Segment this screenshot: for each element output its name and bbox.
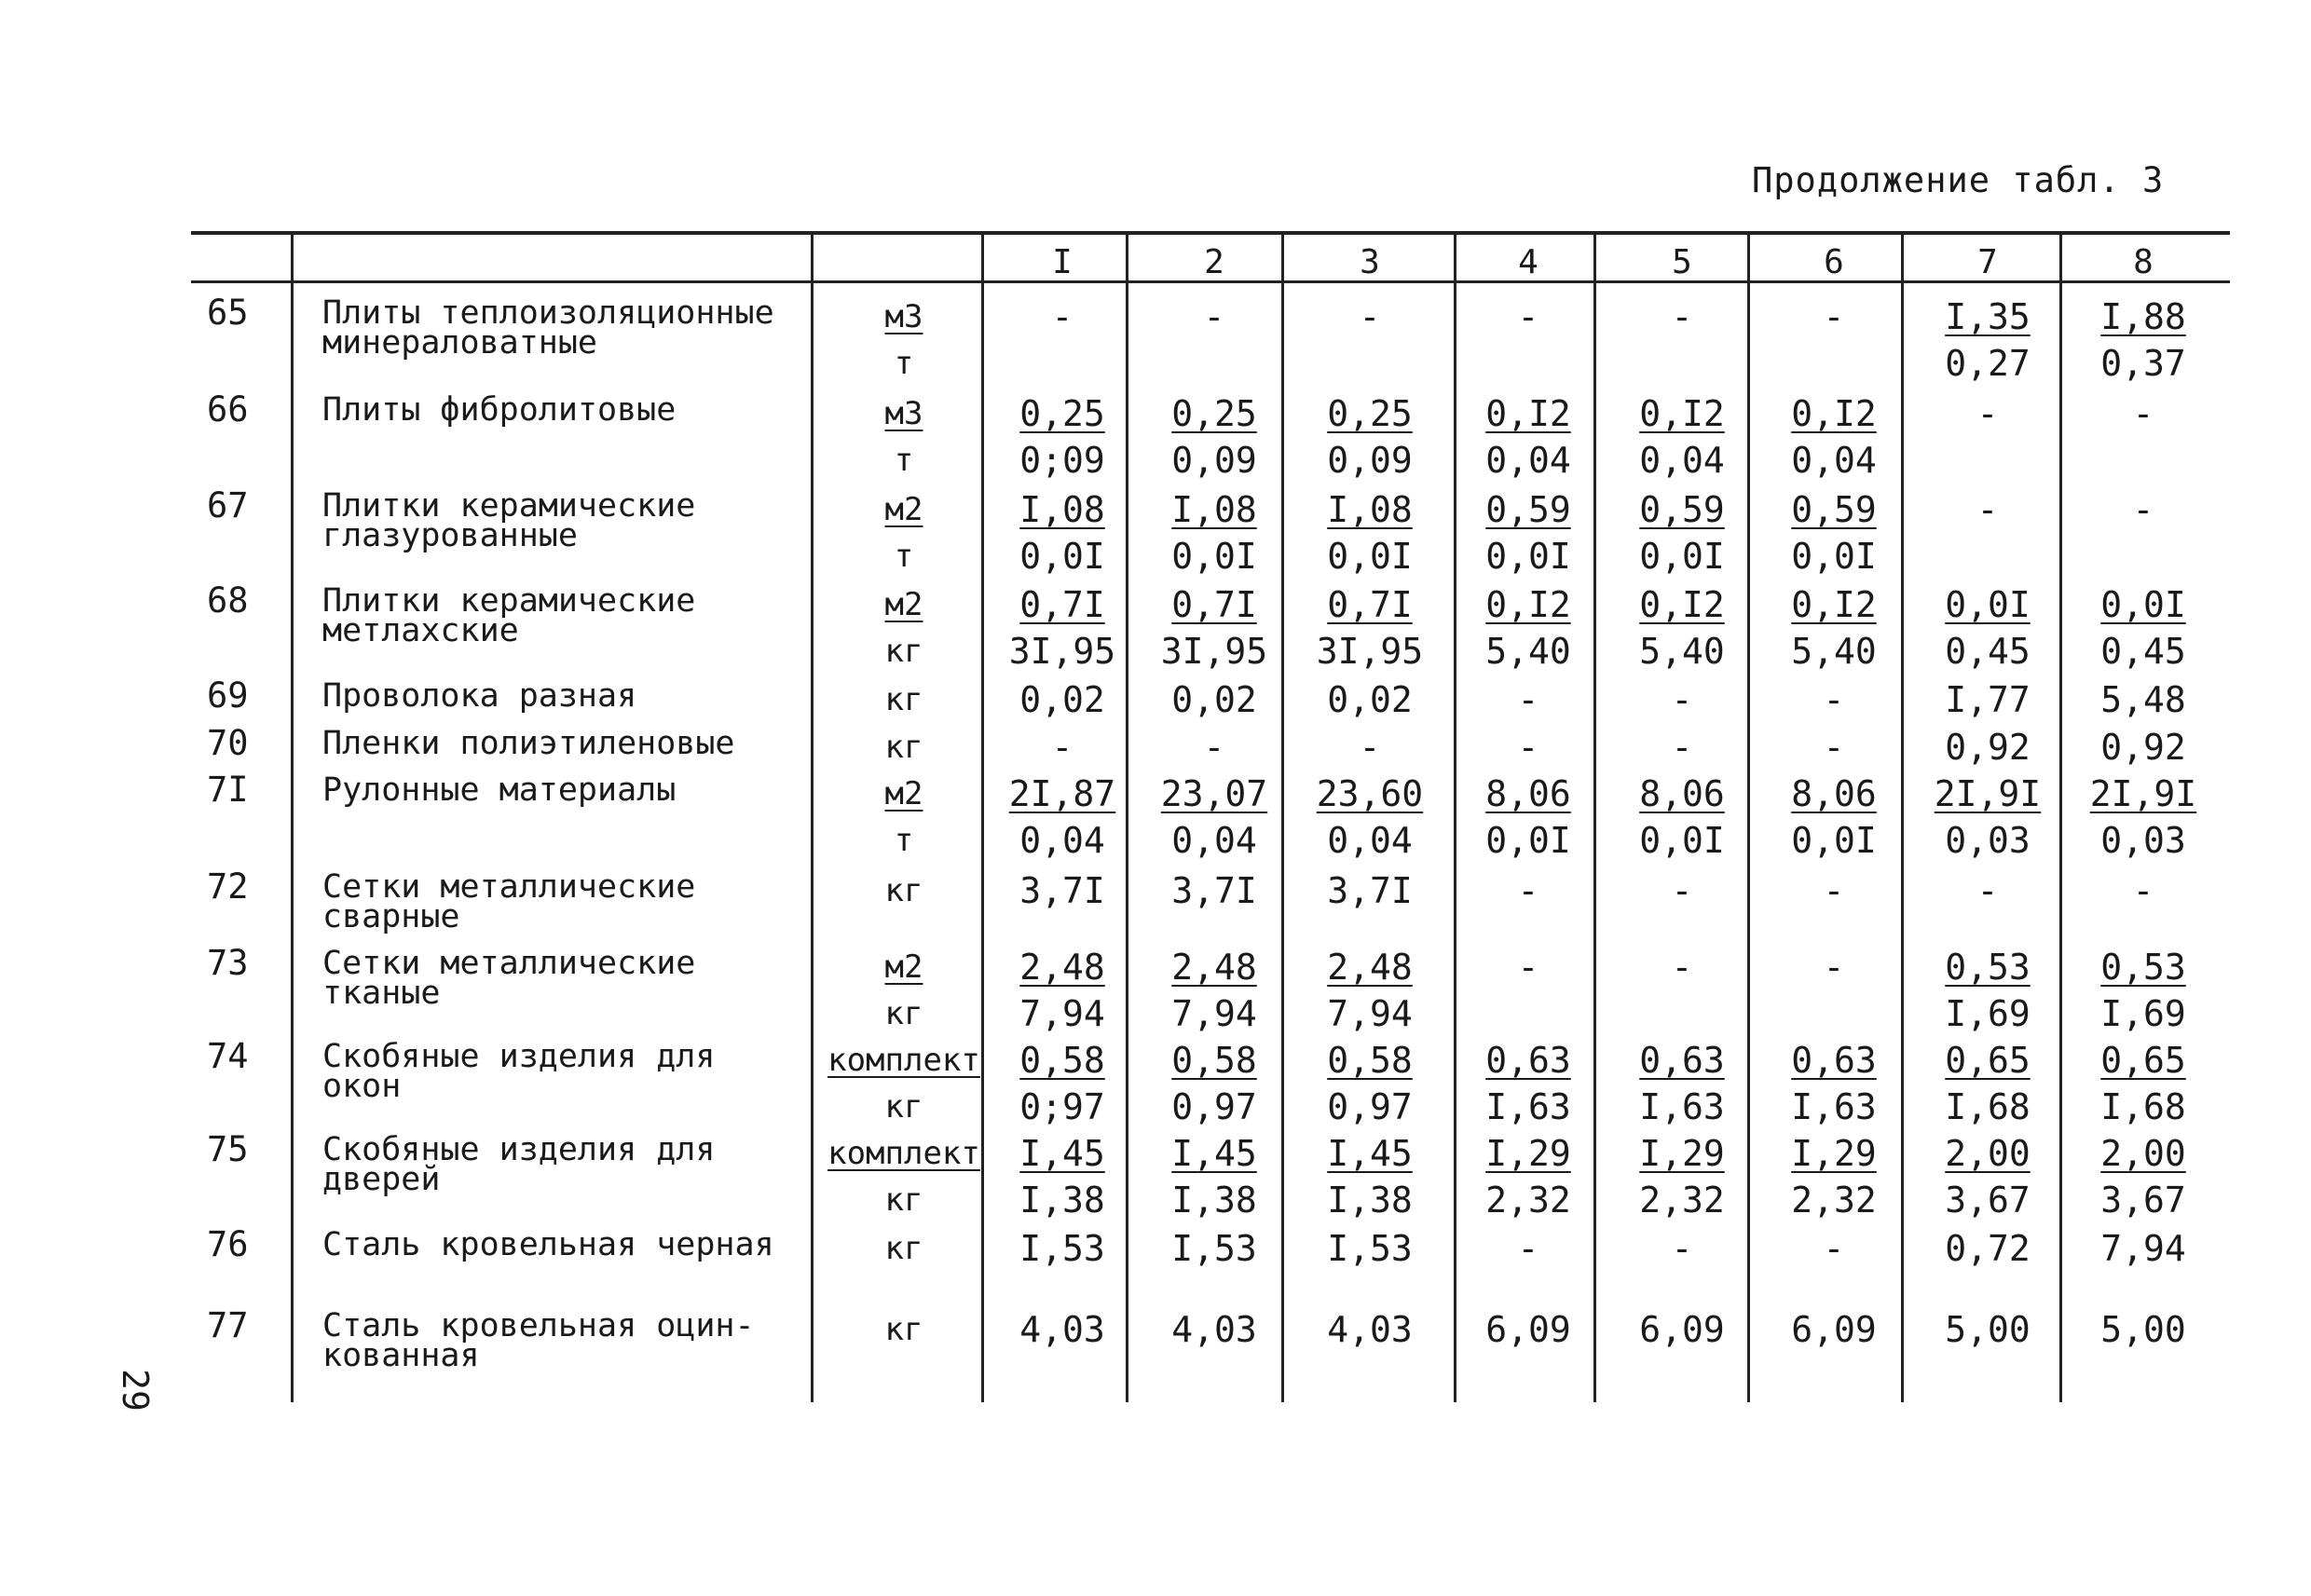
value-primary: - <box>1517 679 1539 720</box>
row-number: 65 <box>207 293 249 333</box>
column-header: 2 <box>1204 243 1224 281</box>
row-number: 69 <box>207 675 249 716</box>
material-name: Сталь кровельная оцин-кованная <box>322 1307 755 1374</box>
value-primary: 2,00 <box>1945 1133 2031 1174</box>
value-secondary: 0,04 <box>1485 440 1571 481</box>
value-secondary: 0,09 <box>1171 440 1257 481</box>
value-primary: 0,02 <box>1171 679 1257 720</box>
value-primary: 0,I2 <box>1639 393 1725 434</box>
unit-primary: м3 <box>884 298 923 335</box>
value-primary: - <box>1051 727 1073 768</box>
value-primary: 0,63 <box>1485 1040 1571 1081</box>
value-primary: I,88 <box>2100 296 2186 337</box>
value-primary: - <box>1671 947 1693 988</box>
value-primary: 0,7I <box>1171 584 1257 625</box>
value-primary: 0,7I <box>1019 584 1105 625</box>
value-primary: 0,58 <box>1019 1040 1105 1081</box>
column-header: 5 <box>1672 243 1692 281</box>
value-secondary: 7,94 <box>1019 993 1105 1034</box>
column-rule <box>291 233 294 1402</box>
value-primary: I,29 <box>1639 1133 1725 1174</box>
value-secondary: 0,37 <box>2100 343 2186 384</box>
unit-secondary: кг <box>884 633 923 670</box>
value-primary: 0,02 <box>1327 679 1413 720</box>
value-primary: 0,25 <box>1171 393 1257 434</box>
value-primary: - <box>2132 489 2154 530</box>
value-primary: 2,48 <box>1019 947 1105 988</box>
value-primary: 0,I2 <box>1485 393 1571 434</box>
material-name: Плиты теплоизоляционные минераловатные <box>322 294 774 361</box>
value-primary: - <box>2132 393 2154 434</box>
value-primary: 2,00 <box>2100 1133 2186 1174</box>
unit-primary: кг <box>884 872 923 909</box>
unit-secondary: кг <box>884 1181 923 1219</box>
unit-primary: кг <box>884 729 923 766</box>
material-name: Пленки полиэтиленовые <box>322 725 735 762</box>
unit-secondary: кг <box>884 1088 923 1125</box>
value-secondary: I,68 <box>2100 1086 2186 1127</box>
row-number: 72 <box>207 866 249 907</box>
unit-primary: кг <box>884 1311 923 1348</box>
value-primary: 23,07 <box>1160 773 1268 814</box>
value-primary: 0,63 <box>1791 1040 1877 1081</box>
value-primary: 0,I2 <box>1639 584 1725 625</box>
unit-primary: комплект <box>827 1042 980 1079</box>
unit-primary: м2 <box>884 491 923 528</box>
value-primary: - <box>1671 679 1693 720</box>
value-primary: 3,7I <box>1019 870 1105 911</box>
value-secondary: 0;97 <box>1019 1086 1105 1127</box>
value-primary: 4,03 <box>1019 1309 1105 1350</box>
value-secondary: I,38 <box>1327 1180 1413 1221</box>
unit-primary: кг <box>884 681 923 718</box>
value-secondary: 0,09 <box>1327 440 1413 481</box>
value-primary: 0,02 <box>1019 679 1105 720</box>
value-secondary: I,69 <box>2100 993 2186 1034</box>
value-primary: - <box>1517 296 1539 337</box>
value-secondary: 0,03 <box>1945 820 2031 861</box>
value-secondary: 0,04 <box>1791 440 1877 481</box>
value-secondary: 0,04 <box>1639 440 1725 481</box>
value-primary: - <box>1671 870 1693 911</box>
value-secondary: 2,32 <box>1639 1180 1725 1221</box>
row-number: 77 <box>207 1305 249 1345</box>
value-secondary: I,63 <box>1791 1086 1877 1127</box>
value-secondary: 7,94 <box>1327 993 1413 1034</box>
value-secondary: 2,32 <box>1485 1180 1571 1221</box>
value-secondary: 0,0I <box>1639 536 1725 577</box>
value-secondary: I,38 <box>1019 1180 1105 1221</box>
value-primary: - <box>1823 679 1845 720</box>
value-primary: 0,25 <box>1019 393 1105 434</box>
value-primary: - <box>1823 870 1845 911</box>
value-primary: 7,94 <box>2100 1228 2186 1269</box>
value-primary: I,53 <box>1327 1228 1413 1269</box>
value-secondary: 0,0I <box>1327 536 1413 577</box>
value-primary: 6,09 <box>1791 1309 1877 1350</box>
value-primary: 0,65 <box>2100 1040 2186 1081</box>
value-secondary: 3I,95 <box>1316 631 1424 672</box>
value-secondary: 0,45 <box>1945 631 2031 672</box>
unit-secondary: т <box>894 538 914 575</box>
unit-secondary: т <box>894 442 914 479</box>
value-primary: 0,59 <box>1639 489 1725 530</box>
row-number: 67 <box>207 485 249 525</box>
value-primary: I,45 <box>1327 1133 1413 1174</box>
value-secondary: 3,67 <box>1945 1180 2031 1221</box>
value-secondary: I,63 <box>1639 1086 1725 1127</box>
value-primary: - <box>1823 947 1845 988</box>
value-primary: 0,92 <box>1945 727 2031 768</box>
column-header: 6 <box>1824 243 1844 281</box>
value-secondary: 0;09 <box>1019 440 1105 481</box>
column-header: 4 <box>1518 243 1538 281</box>
value-primary: I,53 <box>1019 1228 1105 1269</box>
value-primary: I,35 <box>1945 296 2031 337</box>
value-primary: - <box>1976 870 1999 911</box>
material-name: Плитки керамические глазурованные <box>322 487 696 554</box>
value-primary: - <box>1823 727 1845 768</box>
value-primary: 0,25 <box>1327 393 1413 434</box>
value-primary: - <box>1517 727 1539 768</box>
value-primary: 2I,87 <box>1008 773 1116 814</box>
value-primary: - <box>1517 947 1539 988</box>
value-primary: - <box>1359 727 1381 768</box>
value-primary: 0,0I <box>1945 584 2031 625</box>
value-secondary: 0,04 <box>1171 820 1257 861</box>
value-primary: I,29 <box>1791 1133 1877 1174</box>
row-number: 74 <box>207 1036 249 1076</box>
column-header: 3 <box>1360 243 1380 281</box>
value-primary: - <box>1976 489 1999 530</box>
value-primary: 3,7I <box>1327 870 1413 911</box>
value-primary: 23,60 <box>1316 773 1424 814</box>
value-secondary: 0,0I <box>1639 820 1725 861</box>
value-secondary: 0,27 <box>1945 343 2031 384</box>
value-primary: 6,09 <box>1639 1309 1725 1350</box>
value-secondary: 0,0I <box>1485 536 1571 577</box>
value-primary: I,77 <box>1945 679 2031 720</box>
value-secondary: 0,04 <box>1327 820 1413 861</box>
value-primary: - <box>2132 870 2154 911</box>
value-primary: 0,72 <box>1945 1228 2031 1269</box>
material-name: Сетки металлические сварные <box>322 868 696 935</box>
value-primary: 2,48 <box>1171 947 1257 988</box>
table-top-rule <box>191 231 2230 235</box>
unit-secondary: т <box>894 822 914 859</box>
value-primary: 0,I2 <box>1485 584 1571 625</box>
column-header: 8 <box>2133 243 2154 281</box>
value-primary: 5,00 <box>1945 1309 2031 1350</box>
value-primary: - <box>1203 727 1225 768</box>
value-secondary: 0,0I <box>1171 536 1257 577</box>
row-number: 70 <box>207 723 249 763</box>
value-secondary: 0,0I <box>1485 820 1571 861</box>
value-secondary: I,68 <box>1945 1086 2031 1127</box>
column-header: I <box>1052 243 1073 281</box>
material-name: Скобяные изделия для дверей <box>322 1131 716 1198</box>
unit-primary: м2 <box>884 775 923 812</box>
value-secondary: 2,32 <box>1791 1180 1877 1221</box>
page-number: 29 <box>114 1369 156 1412</box>
unit-primary: м2 <box>884 586 923 623</box>
material-name: Плитки керамические метлахские <box>322 582 696 649</box>
value-secondary: 5,40 <box>1791 631 1877 672</box>
row-number: 76 <box>207 1224 249 1264</box>
value-primary: - <box>1517 870 1539 911</box>
value-secondary: I,69 <box>1945 993 2031 1034</box>
column-header: 7 <box>1977 243 1998 281</box>
value-secondary: 0,0I <box>1019 536 1105 577</box>
value-primary: - <box>1976 393 1999 434</box>
value-secondary: 0,04 <box>1019 820 1105 861</box>
value-secondary: 7,94 <box>1171 993 1257 1034</box>
value-primary: 5,48 <box>2100 679 2186 720</box>
value-primary: 0,58 <box>1171 1040 1257 1081</box>
value-primary: I,45 <box>1019 1133 1105 1174</box>
unit-secondary: кг <box>884 995 923 1032</box>
value-primary: - <box>1823 1228 1845 1269</box>
value-secondary: 5,40 <box>1639 631 1725 672</box>
unit-primary: м2 <box>884 948 923 986</box>
value-primary: 4,03 <box>1327 1309 1413 1350</box>
material-name: Скобяные изделия для окон <box>322 1038 716 1105</box>
value-primary: - <box>1671 1228 1693 1269</box>
value-primary: 2I,9I <box>2089 773 2197 814</box>
value-secondary: 0,0I <box>1791 536 1877 577</box>
value-primary: - <box>1359 296 1381 337</box>
value-primary: 0,53 <box>1945 947 2031 988</box>
value-primary: 0,58 <box>1327 1040 1413 1081</box>
unit-primary: м3 <box>884 395 923 432</box>
value-primary: 6,09 <box>1485 1309 1571 1350</box>
value-secondary: 0,45 <box>2100 631 2186 672</box>
unit-primary: кг <box>884 1230 923 1267</box>
value-secondary: 0,0I <box>1791 820 1877 861</box>
value-primary: 0,0I <box>2100 584 2186 625</box>
value-primary: 0,53 <box>2100 947 2186 988</box>
value-primary: 8,06 <box>1639 773 1725 814</box>
value-secondary: 0,97 <box>1327 1086 1413 1127</box>
value-primary: 0,7I <box>1327 584 1413 625</box>
unit-primary: комплект <box>827 1135 980 1172</box>
material-name: Проволока разная <box>322 677 637 715</box>
material-name: Плиты фибролитовые <box>322 391 677 429</box>
value-primary: I,45 <box>1171 1133 1257 1174</box>
value-secondary: 3I,95 <box>1160 631 1268 672</box>
row-number: 66 <box>207 389 249 430</box>
value-primary: 0,63 <box>1639 1040 1725 1081</box>
row-number: 68 <box>207 580 249 621</box>
value-primary: 2I,9I <box>1934 773 2042 814</box>
column-rule <box>811 233 814 1402</box>
value-primary: I,53 <box>1171 1228 1257 1269</box>
table-caption: Продолжение табл. 3 <box>1752 160 2165 200</box>
value-secondary: 3I,95 <box>1008 631 1116 672</box>
value-primary: 5,00 <box>2100 1309 2186 1350</box>
value-secondary: 5,40 <box>1485 631 1571 672</box>
value-primary: 0,59 <box>1791 489 1877 530</box>
value-primary: - <box>1517 1228 1539 1269</box>
value-primary: I,08 <box>1019 489 1105 530</box>
value-primary: 0,I2 <box>1791 584 1877 625</box>
value-secondary: 0,03 <box>2100 820 2186 861</box>
value-primary: 0,I2 <box>1791 393 1877 434</box>
unit-secondary: т <box>894 345 914 382</box>
value-primary: I,08 <box>1327 489 1413 530</box>
value-primary: - <box>1823 296 1845 337</box>
material-name: Сталь кровельная черная <box>322 1226 774 1263</box>
row-number: 73 <box>207 943 249 983</box>
value-primary: - <box>1671 727 1693 768</box>
material-name: Рулонные материалы <box>322 771 677 809</box>
value-primary: - <box>1671 296 1693 337</box>
value-primary: 0,59 <box>1485 489 1571 530</box>
value-secondary: I,38 <box>1171 1180 1257 1221</box>
value-primary: I,08 <box>1171 489 1257 530</box>
value-primary: 0,65 <box>1945 1040 2031 1081</box>
row-number: 7I <box>207 770 249 810</box>
row-number: 75 <box>207 1129 249 1169</box>
value-primary: 8,06 <box>1485 773 1571 814</box>
value-secondary: 0,97 <box>1171 1086 1257 1127</box>
value-primary: 2,48 <box>1327 947 1413 988</box>
value-secondary: I,63 <box>1485 1086 1571 1127</box>
value-secondary: 3,67 <box>2100 1180 2186 1221</box>
value-primary: 8,06 <box>1791 773 1877 814</box>
material-name: Сетки металлические тканые <box>322 945 696 1012</box>
value-primary: I,29 <box>1485 1133 1571 1174</box>
value-primary: 3,7I <box>1171 870 1257 911</box>
value-primary: 4,03 <box>1171 1309 1257 1350</box>
value-primary: - <box>1051 296 1073 337</box>
value-primary: - <box>1203 296 1225 337</box>
value-primary: 0,92 <box>2100 727 2186 768</box>
